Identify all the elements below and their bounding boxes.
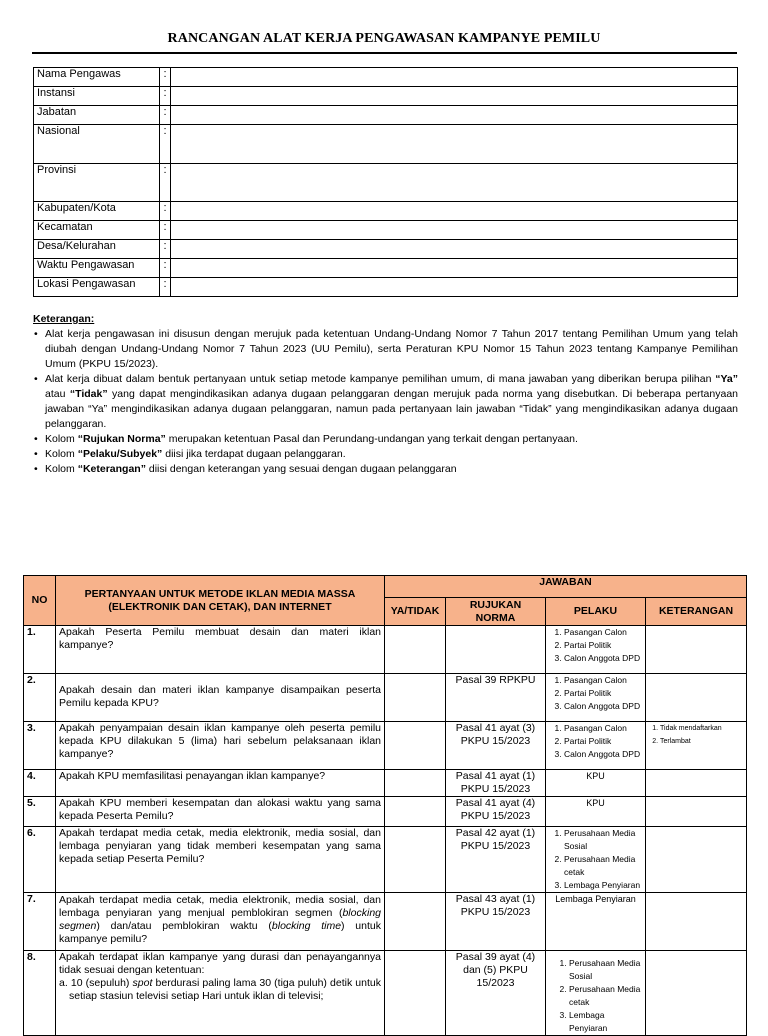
row-question — [56, 951, 385, 1036]
info-colon: : — [160, 125, 171, 164]
info-label: Instansi — [34, 87, 160, 106]
header-ya-tidak: YA/TIDAK — [385, 598, 446, 626]
notes-text: Alat kerja dibuat dalam bentuk pertanyaan untuk setiap metode kampanye pemilihan umum, di mana jawaban yang diberikan berupa pilihan — [45, 373, 716, 385]
row-number: 6. — [24, 827, 56, 893]
pelaku-item: 2. Partai Politik — [564, 687, 642, 700]
row-pelaku — [546, 722, 646, 770]
row-number: 1. — [24, 626, 56, 674]
notes-text: Kolom — [45, 433, 78, 445]
answer-cell[interactable] — [385, 893, 446, 951]
pelaku-item: 3. Calon Anggota DPD — [564, 652, 642, 665]
question-text: ) dan/atau pemblokiran waktu ( — [96, 920, 272, 932]
row-question: Apakah desain dan materi iklan kampanye disampaikan peserta Pemilu kepada KPU? — [56, 674, 385, 722]
info-colon: : — [160, 240, 171, 259]
header-rujukan: RUJUKAN NORMA — [446, 598, 546, 626]
answer-cell[interactable] — [385, 827, 446, 893]
info-label: Nasional — [34, 125, 160, 164]
notes-text: diisi jika terdapat dugaan pelanggaran. — [162, 448, 346, 460]
row-number: 5. — [24, 797, 56, 827]
notes-text: Kolom — [45, 448, 78, 460]
info-value-field[interactable] — [171, 106, 738, 125]
answer-cell[interactable] — [385, 674, 446, 722]
info-row — [34, 202, 738, 221]
header-jawaban: JAWABAN — [385, 576, 747, 598]
pelaku-item: 2. Partai Politik — [564, 639, 642, 652]
pelaku-item: 3. Calon Anggota DPD — [564, 700, 642, 713]
row-question — [56, 893, 385, 951]
info-label: Lokasi Pengawasan — [34, 278, 160, 297]
info-row — [34, 259, 738, 278]
notes-item — [33, 432, 738, 447]
notes-text: yang dapat mengindikasikan adanya dugaan pelanggaran dengan merujuk pada norma yang disebutkan. Di beberapa pertanyaan jawaban “Ya” mengindikasikan adanya dugaan pelanggaran, namun pada pertanyaan lain jawaban “Tidak” yang mengindikasikan adanya dugaan pelanggaran. — [45, 388, 738, 430]
keterangan-item: 2. Terlambat — [660, 735, 743, 748]
question-text: ) untuk kampanye pemilu? — [59, 920, 381, 945]
table-row — [24, 626, 747, 674]
header-keterangan: KETERANGAN — [646, 598, 747, 626]
notes-list — [33, 327, 738, 477]
header-no: NO — [24, 576, 56, 626]
question-text: Apakah terdapat media cetak, media elektronik, media sosial, dan lembaga penyiaran yang menjual pemblokiran segmen ( — [59, 894, 381, 919]
row-pelaku — [546, 674, 646, 722]
info-label: Provinsi — [34, 164, 160, 202]
row-number: 4. — [24, 770, 56, 797]
info-colon: : — [160, 278, 171, 297]
info-value-field[interactable] — [171, 87, 738, 106]
info-colon: : — [160, 87, 171, 106]
info-colon: : — [160, 259, 171, 278]
row-norm: Pasal 39 RPKPU — [446, 674, 546, 722]
keterangan-cell[interactable] — [646, 674, 747, 722]
pelaku-item: 3. Calon Anggota DPD — [564, 748, 642, 761]
notes-bold: “Pelaku/Subyek” — [77, 448, 163, 460]
info-colon: : — [160, 202, 171, 221]
keterangan-cell[interactable] — [646, 770, 747, 797]
info-value-field[interactable] — [171, 278, 738, 297]
row-question: Apakah Peserta Pemilu membuat desain dan materi iklan kampanye? — [56, 626, 385, 674]
info-label: Desa/Kelurahan — [34, 240, 160, 259]
notes-item — [33, 447, 738, 462]
pelaku-item: 3. Lembaga Penyiaran — [564, 879, 642, 892]
row-norm — [446, 626, 546, 674]
keterangan-cell[interactable] — [646, 626, 747, 674]
answer-cell[interactable] — [385, 722, 446, 770]
table-row — [24, 893, 747, 951]
info-row — [34, 221, 738, 240]
keterangan-cell[interactable] — [646, 893, 747, 951]
table-row — [24, 827, 747, 893]
row-question: Apakah KPU memfasilitasi penayangan iklan kampanye? — [56, 770, 385, 797]
header-pelaku: PELAKU — [546, 598, 646, 626]
info-colon: : — [160, 106, 171, 125]
info-label: Jabatan — [34, 106, 160, 125]
row-pelaku: Lembaga Penyiaran — [546, 893, 646, 951]
notes-item — [33, 462, 738, 477]
info-colon: : — [160, 164, 171, 202]
answer-cell[interactable] — [385, 951, 446, 1036]
row-norm: Pasal 42 ayat (1) PKPU 15/2023 — [446, 827, 546, 893]
page-title: RANCANGAN ALAT KERJA PENGAWASAN KAMPANYE PEMILU — [167, 31, 601, 46]
row-pelaku: KPU — [546, 797, 646, 827]
row-pelaku: KPU — [546, 770, 646, 797]
info-row — [34, 164, 738, 202]
pelaku-item: 1. Perusahaan Media Sosial — [569, 957, 642, 983]
question-text: a. 10 (sepuluh) — [59, 977, 133, 989]
notes-item — [33, 327, 738, 372]
question-italic: blocking segmen — [59, 907, 381, 932]
identity-table — [33, 67, 738, 297]
info-colon: : — [160, 221, 171, 240]
header-question: PERTANYAAN UNTUK METODE IKLAN MEDIA MASSA (ELEKTRONIK DAN CETAK), DAN INTERNET — [56, 576, 385, 626]
info-row — [34, 106, 738, 125]
row-number: 2. — [24, 674, 56, 722]
question-text: Apakah terdapat iklan kampanye yang durasi dan penayangannya tidak sesuai dengan ketentuan: — [59, 951, 381, 976]
info-row — [34, 240, 738, 259]
info-value-field[interactable] — [171, 221, 738, 240]
pelaku-item: 1. Pasangan Calon — [564, 674, 642, 687]
answer-cell[interactable] — [385, 770, 446, 797]
table-row — [24, 951, 747, 1036]
row-number: 8. — [24, 951, 56, 1036]
answer-cell[interactable] — [385, 626, 446, 674]
info-label: Kecamatan — [34, 221, 160, 240]
info-value-field[interactable] — [171, 164, 738, 202]
row-pelaku — [546, 626, 646, 674]
table-row — [24, 722, 747, 770]
pelaku-item: 2. Partai Politik — [564, 735, 642, 748]
row-pelaku — [546, 827, 646, 893]
notes-section — [33, 312, 738, 477]
row-pelaku — [546, 951, 646, 1036]
row-question: Apakah terdapat media cetak, media elektronik, media sosial, dan lembaga penyiaran yang tidak memberi kesempatan yang sama kepada setiap Peserta Pemilu? — [56, 827, 385, 893]
question-subitem — [59, 977, 381, 1003]
row-norm: Pasal 41 ayat (3) PKPU 15/2023 — [446, 722, 546, 770]
notes-bold: “Keterangan” — [77, 463, 146, 475]
notes-item — [33, 372, 738, 432]
info-value-field[interactable] — [171, 259, 738, 278]
row-number: 7. — [24, 893, 56, 951]
row-number: 3. — [24, 722, 56, 770]
notes-bold: “Tidak” — [69, 388, 108, 400]
pelaku-item: 1. Pasangan Calon — [564, 722, 642, 735]
row-norm: Pasal 39 ayat (4) dan (5) PKPU 15/2023 — [446, 951, 546, 1036]
info-row — [34, 87, 738, 106]
notes-text: merupakan ketentuan Pasal dan Perundang-undangan yang terkait dengan pertanyaan. — [165, 433, 578, 445]
info-row — [34, 68, 738, 87]
keterangan-item: 1. Tidak mendaftarkan — [660, 722, 743, 735]
info-label: Waktu Pengawasan — [34, 259, 160, 278]
pelaku-item: 1. Perusahaan Media Sosial — [564, 827, 642, 853]
notes-text: diisi dengan keterangan yang sesuai dengan dugaan pelanggaran — [145, 463, 457, 475]
pelaku-item: 2. Perusahaan Media cetak — [569, 983, 642, 1009]
table-row — [24, 674, 747, 722]
header-row — [24, 576, 747, 598]
question-text: berdurasi paling lama 30 (tiga puluh) detik untuk setiap stasiun televisi setiap Hari untuk iklan di televisi; — [69, 977, 381, 1002]
row-norm: Pasal 43 ayat (1) PKPU 15/2023 — [446, 893, 546, 951]
pelaku-item: 3. Lembaga Penyiaran — [569, 1009, 642, 1035]
notes-text: Alat kerja pengawasan ini disusun dengan merujuk pada ketentuan Undang-Undang Nomor 7 Tahun 2017 tentang Pemilihan Umum yang telah diubah dengan Undang-Undang Nomor 7 Tahun 2023 (UU Pemilu), serta Peraturan KPU Nomor 15 Tahun 2023 tentang Kampanye Pemilihan Umum (PKPU 15/2023). — [45, 328, 738, 370]
answer-cell[interactable] — [385, 797, 446, 827]
info-colon: : — [160, 68, 171, 87]
pelaku-item: 1. Pasangan Calon — [564, 626, 642, 639]
questionnaire-table — [23, 575, 747, 1036]
info-value-field[interactable] — [171, 202, 738, 221]
notes-bold: “Rujukan Norma” — [77, 433, 166, 445]
info-label: Kabupaten/Kota — [34, 202, 160, 221]
table-row — [24, 770, 747, 797]
row-keterangan — [646, 722, 747, 770]
row-norm: Pasal 41 ayat (4) PKPU 15/2023 — [446, 797, 546, 827]
info-row — [34, 125, 738, 164]
row-question: Apakah penyampaian desain iklan kampanye oleh peserta pemilu kepada KPU dilakukan 5 (lima) hari sebelum pelaksanaan iklan kampanye? — [56, 722, 385, 770]
keterangan-cell[interactable] — [646, 797, 747, 827]
title-underline — [32, 52, 737, 54]
row-question: Apakah KPU memberi kesempatan dan alokasi waktu yang sama kepada Peserta Pemilu? — [56, 797, 385, 827]
notes-text: Kolom — [45, 463, 78, 475]
table-row — [24, 797, 747, 827]
question-italic: blocking time — [271, 920, 342, 932]
info-value-field[interactable] — [171, 125, 738, 164]
keterangan-cell[interactable] — [646, 827, 747, 893]
info-label: Nama Pengawas — [34, 68, 160, 87]
keterangan-cell[interactable] — [646, 951, 747, 1036]
question-italic: spot — [132, 977, 153, 989]
pelaku-item: 2. Perusahaan Media cetak — [564, 853, 642, 879]
row-norm: Pasal 41 ayat (1) PKPU 15/2023 — [446, 770, 546, 797]
info-row — [34, 278, 738, 297]
info-value-field[interactable] — [171, 240, 738, 259]
info-value-field[interactable] — [171, 68, 738, 87]
notes-heading: Keterangan: — [33, 313, 95, 325]
notes-bold: “Ya” — [715, 373, 738, 385]
notes-text: atau — [45, 388, 70, 400]
